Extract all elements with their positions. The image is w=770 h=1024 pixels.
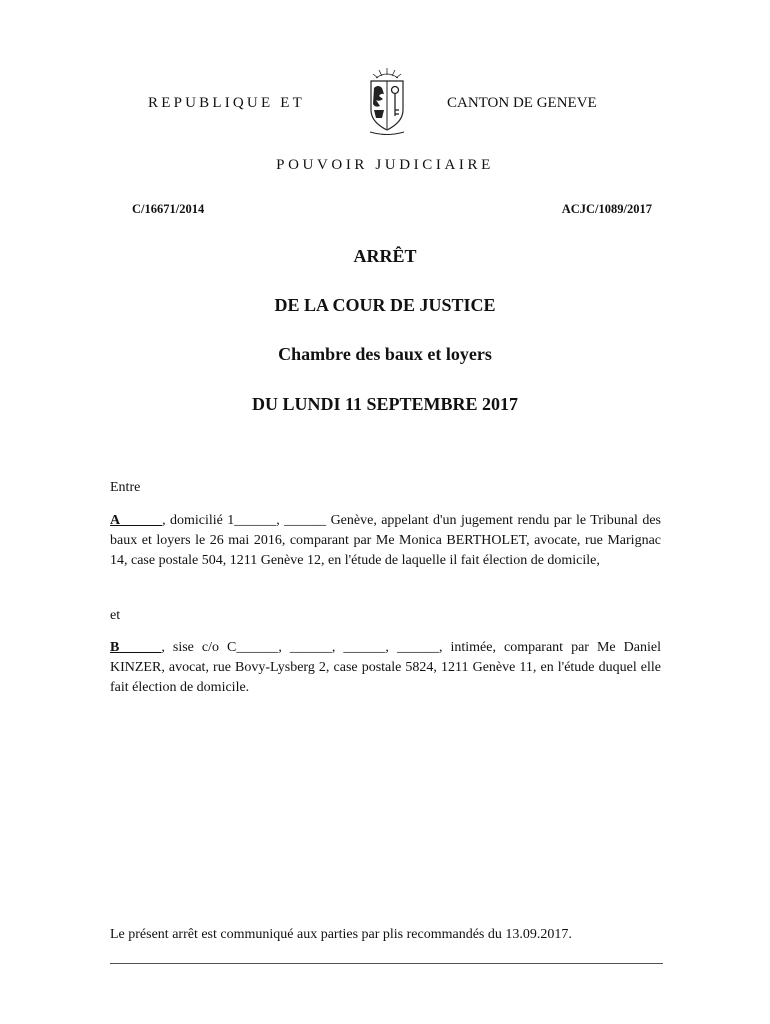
title-date: DU LUNDI 11 SEPTEMBRE 2017 [251,394,519,414]
header-judiciary: POUVOIR JUDICIAIRE [276,157,494,173]
communication-notice: Le présent arrêt est communiqué aux parties par plis recommandés du 13.09.2017. [110,927,572,942]
header-canton: CANTON DE GENEVE [447,95,597,111]
coat-of-arms-icon [362,66,412,138]
header-republique: REPUBLIQUE ET [148,95,306,111]
party-a-text: , domicilié 1______, ______ Genève, appelant d'un jugement rendu par le Tribunal des baux et loyers le 26 mai 2016, comparant par Me Monica BERTHOLET, avocate, rue Marignac 14, case postale 504, 1211 Genève 12, en l'étude de laquelle il fait élection de domicile, [110,513,661,568]
party-b-paragraph [110,638,661,698]
decision-number: ACJC/1089/2017 [561,202,652,216]
parties-conjunction: et [110,608,121,623]
party-a-paragraph [110,511,661,571]
title-arret: ARRÊT [353,246,417,266]
party-b-name: B______ [110,640,162,655]
party-b-text: , sise c/o C______, ______, ______, ______, intimée, comparant par Me Daniel KINZER, avocat, rue Bovy-Lysberg 2, case postale 5824, 1211 Genève 11, en l'étude duquel elle fait élection de domicile. [110,640,661,695]
parties-intro: Entre [110,480,141,495]
party-a-name: A______ [110,513,163,528]
title-court: DE LA COUR DE JUSTICE [274,295,496,315]
footer-divider [110,963,663,964]
title-chamber: Chambre des baux et loyers [278,344,492,364]
case-number: C/16671/2014 [132,202,205,216]
